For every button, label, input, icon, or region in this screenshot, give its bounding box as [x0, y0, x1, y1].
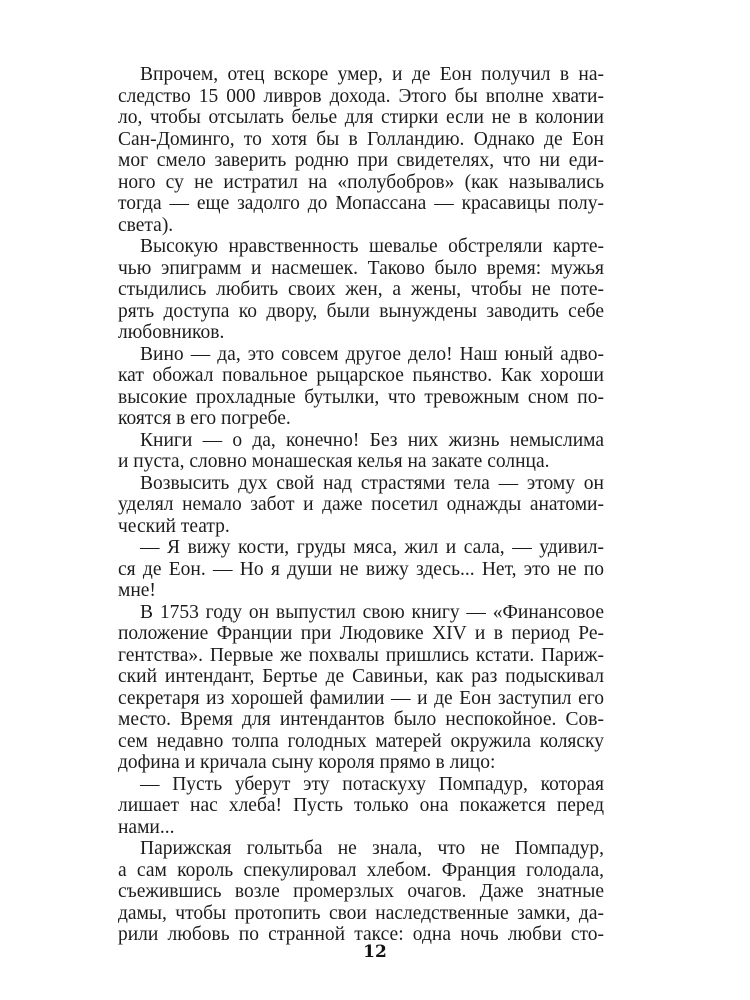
text-line: а сам король спекулировал хлебом. Франция голодала, [118, 859, 604, 881]
text-line: Впрочем, отец вскоре умер, и де Еон получил в на- [140, 64, 604, 85]
text-line: чью эпиграмм и насмешек. Таково было время: мужья [118, 257, 604, 279]
text-line: Парижская голытьба не знала, что не Помпадур, [140, 838, 604, 859]
text-line: света). [118, 214, 174, 236]
text-line: сем недавно толпа голодных матерей окружила коляску [118, 730, 604, 752]
text-line: уделял немало забот и даже посетил однажды анатоми- [118, 494, 604, 515]
text-line: дофина и кричала сыну короля прямо в лицо: [118, 752, 496, 773]
paragraph [118, 473, 604, 538]
text-line: высокие прохладные бутылки, что тревожным сном по- [118, 386, 604, 408]
text-line: рили любовь по странной таксе: одна ночь любви сто- [118, 924, 604, 945]
text-line: Возвысить дух свой над страстями тела — этому он [140, 472, 604, 494]
page-number: 12 [363, 942, 387, 962]
text-line: лишает нас хлеба! Пусть только она покажется перед [118, 795, 604, 816]
text-line: ло, чтобы отсылать белье для стирки если не в колонии [118, 107, 604, 128]
text-line: стыдились любить своих жен, а жены, чтобы не поте- [118, 279, 604, 300]
text-line: секретаря из хорошей фамилии — и де Еон заступил его [118, 687, 604, 709]
paragraph [118, 64, 604, 236]
text-line: следство 15 000 ливров дохода. Этого бы вполне хвати- [118, 85, 604, 107]
text-line: кат обожал повальное рыцарское пьянство. Как хороши [118, 365, 604, 386]
text-line: Книги — о да, конечно! Без них жизнь немыслима [140, 429, 604, 451]
paragraph [118, 236, 604, 344]
text-line: Вино — да, это совсем другое дело! Наш юный адво- [140, 343, 604, 365]
text-line: — Пусть уберут эту потаскуху Помпадур, которая [140, 773, 604, 795]
text-line: коятся в его погребе. [118, 408, 291, 429]
text-line: ский интендант, Бертье де Савиньи, как раз подыскивал [118, 666, 604, 687]
paragraph [118, 774, 604, 839]
text-line: рять доступа ко двору, были вынуждены заводить себе [118, 300, 604, 322]
text-line: мне! [118, 580, 156, 601]
text-line: тогда — еще задолго до Мопассана — красавицы полу- [118, 193, 604, 214]
text-line: — Я вижу кости, груды мяса, жил и сала, — удивил- [140, 537, 604, 558]
text-line: нами... [118, 816, 175, 838]
text-line: место. Время для интендантов было неспокойное. Сов- [118, 709, 604, 730]
text-line: В 1753 году он выпустил свою книгу — «Финансовое [140, 601, 604, 623]
paragraph [118, 430, 604, 473]
text-line: гентства». Первые же похвалы пришлись кстати. Париж- [118, 644, 604, 666]
paragraph [118, 537, 604, 602]
text-line: и пуста, словно монашеская келья на закате солнца. [118, 451, 550, 472]
body-text [118, 64, 604, 946]
text-line: Высокую нравственность шевалье обстреляли карте- [140, 236, 604, 257]
paragraph [118, 602, 604, 774]
text-line: любовников. [118, 322, 225, 343]
paragraph [118, 344, 604, 430]
text-line: ного су не истратил на «полубобров» (как назывались [118, 171, 604, 193]
text-line: съежившись возле промерзлых очагов. Даже знатные [118, 881, 604, 902]
text-line: Сан-Доминго, то хотя бы в Голландию. Однако де Еон [118, 128, 604, 150]
text-line: положение Франции при Людовике XIV и в период Ре- [118, 623, 604, 644]
text-line: дамы, чтобы протопить свои наследственные замки, да- [118, 902, 604, 924]
text-line: ся де Еон. — Но я души не вижу здесь... Нет, это не по [118, 558, 604, 580]
text-line: мог смело заверить родню при свидетелях, что ни еди- [118, 150, 604, 171]
text-line: ческий театр. [118, 515, 230, 537]
paragraph [118, 838, 604, 946]
